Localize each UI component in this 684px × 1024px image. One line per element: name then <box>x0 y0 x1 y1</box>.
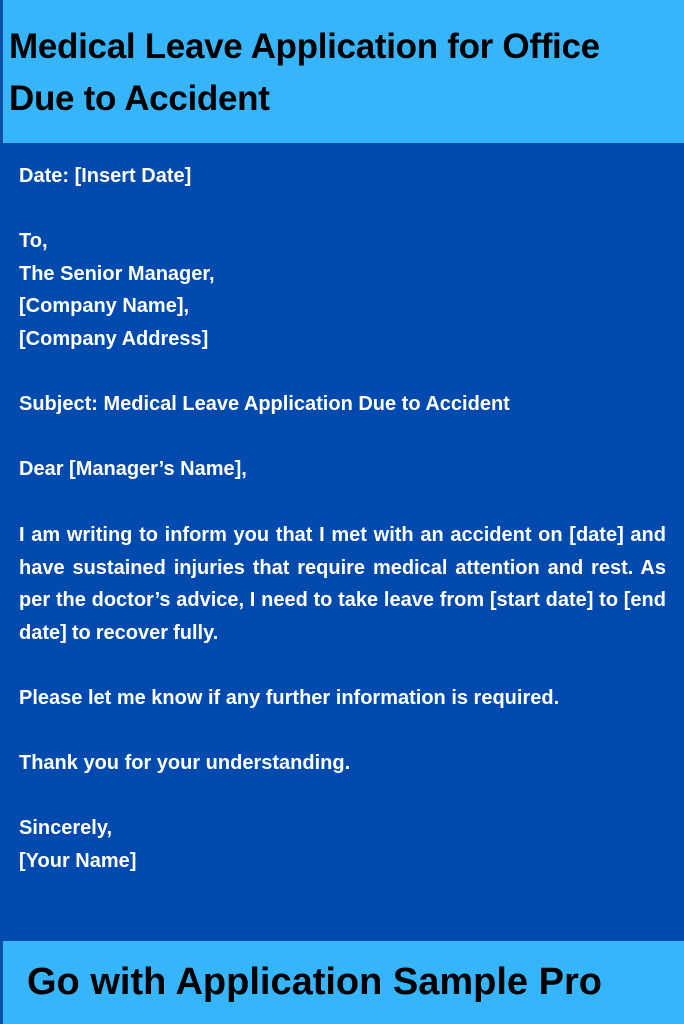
footer-text: Go with Application Sample Pro <box>27 961 602 1003</box>
closing-line: Sincerely, <box>19 817 113 839</box>
company-address: [Company Address] <box>19 328 209 350</box>
recipient-title: The Senior Manager, <box>19 263 215 285</box>
subject-line: Subject: Medical Leave Application Due to Accident <box>19 393 510 415</box>
to-line: To, <box>19 230 48 252</box>
title-banner <box>0 0 684 143</box>
signature-line: [Your Name] <box>19 850 137 872</box>
request-info-line: Please let me know if any further information is required. <box>19 687 560 709</box>
date-line: Date: [Insert Date] <box>19 165 192 187</box>
page-title: Medical Leave Application for Office Due to Accident <box>9 27 600 118</box>
body-paragraph: I am writing to inform you that I met with an accident on [date] and have sustained injuries that require medical attention and rest. As per the doctor’s advice, I need to take leave from [start date] to [end date] to recover fully. <box>19 524 666 644</box>
salutation: Dear [Manager’s Name], <box>19 458 247 480</box>
company-name: [Company Name], <box>19 295 190 317</box>
letter-body <box>0 143 684 941</box>
thanks-line: Thank you for your understanding. <box>19 752 351 774</box>
footer-banner <box>0 941 684 1024</box>
